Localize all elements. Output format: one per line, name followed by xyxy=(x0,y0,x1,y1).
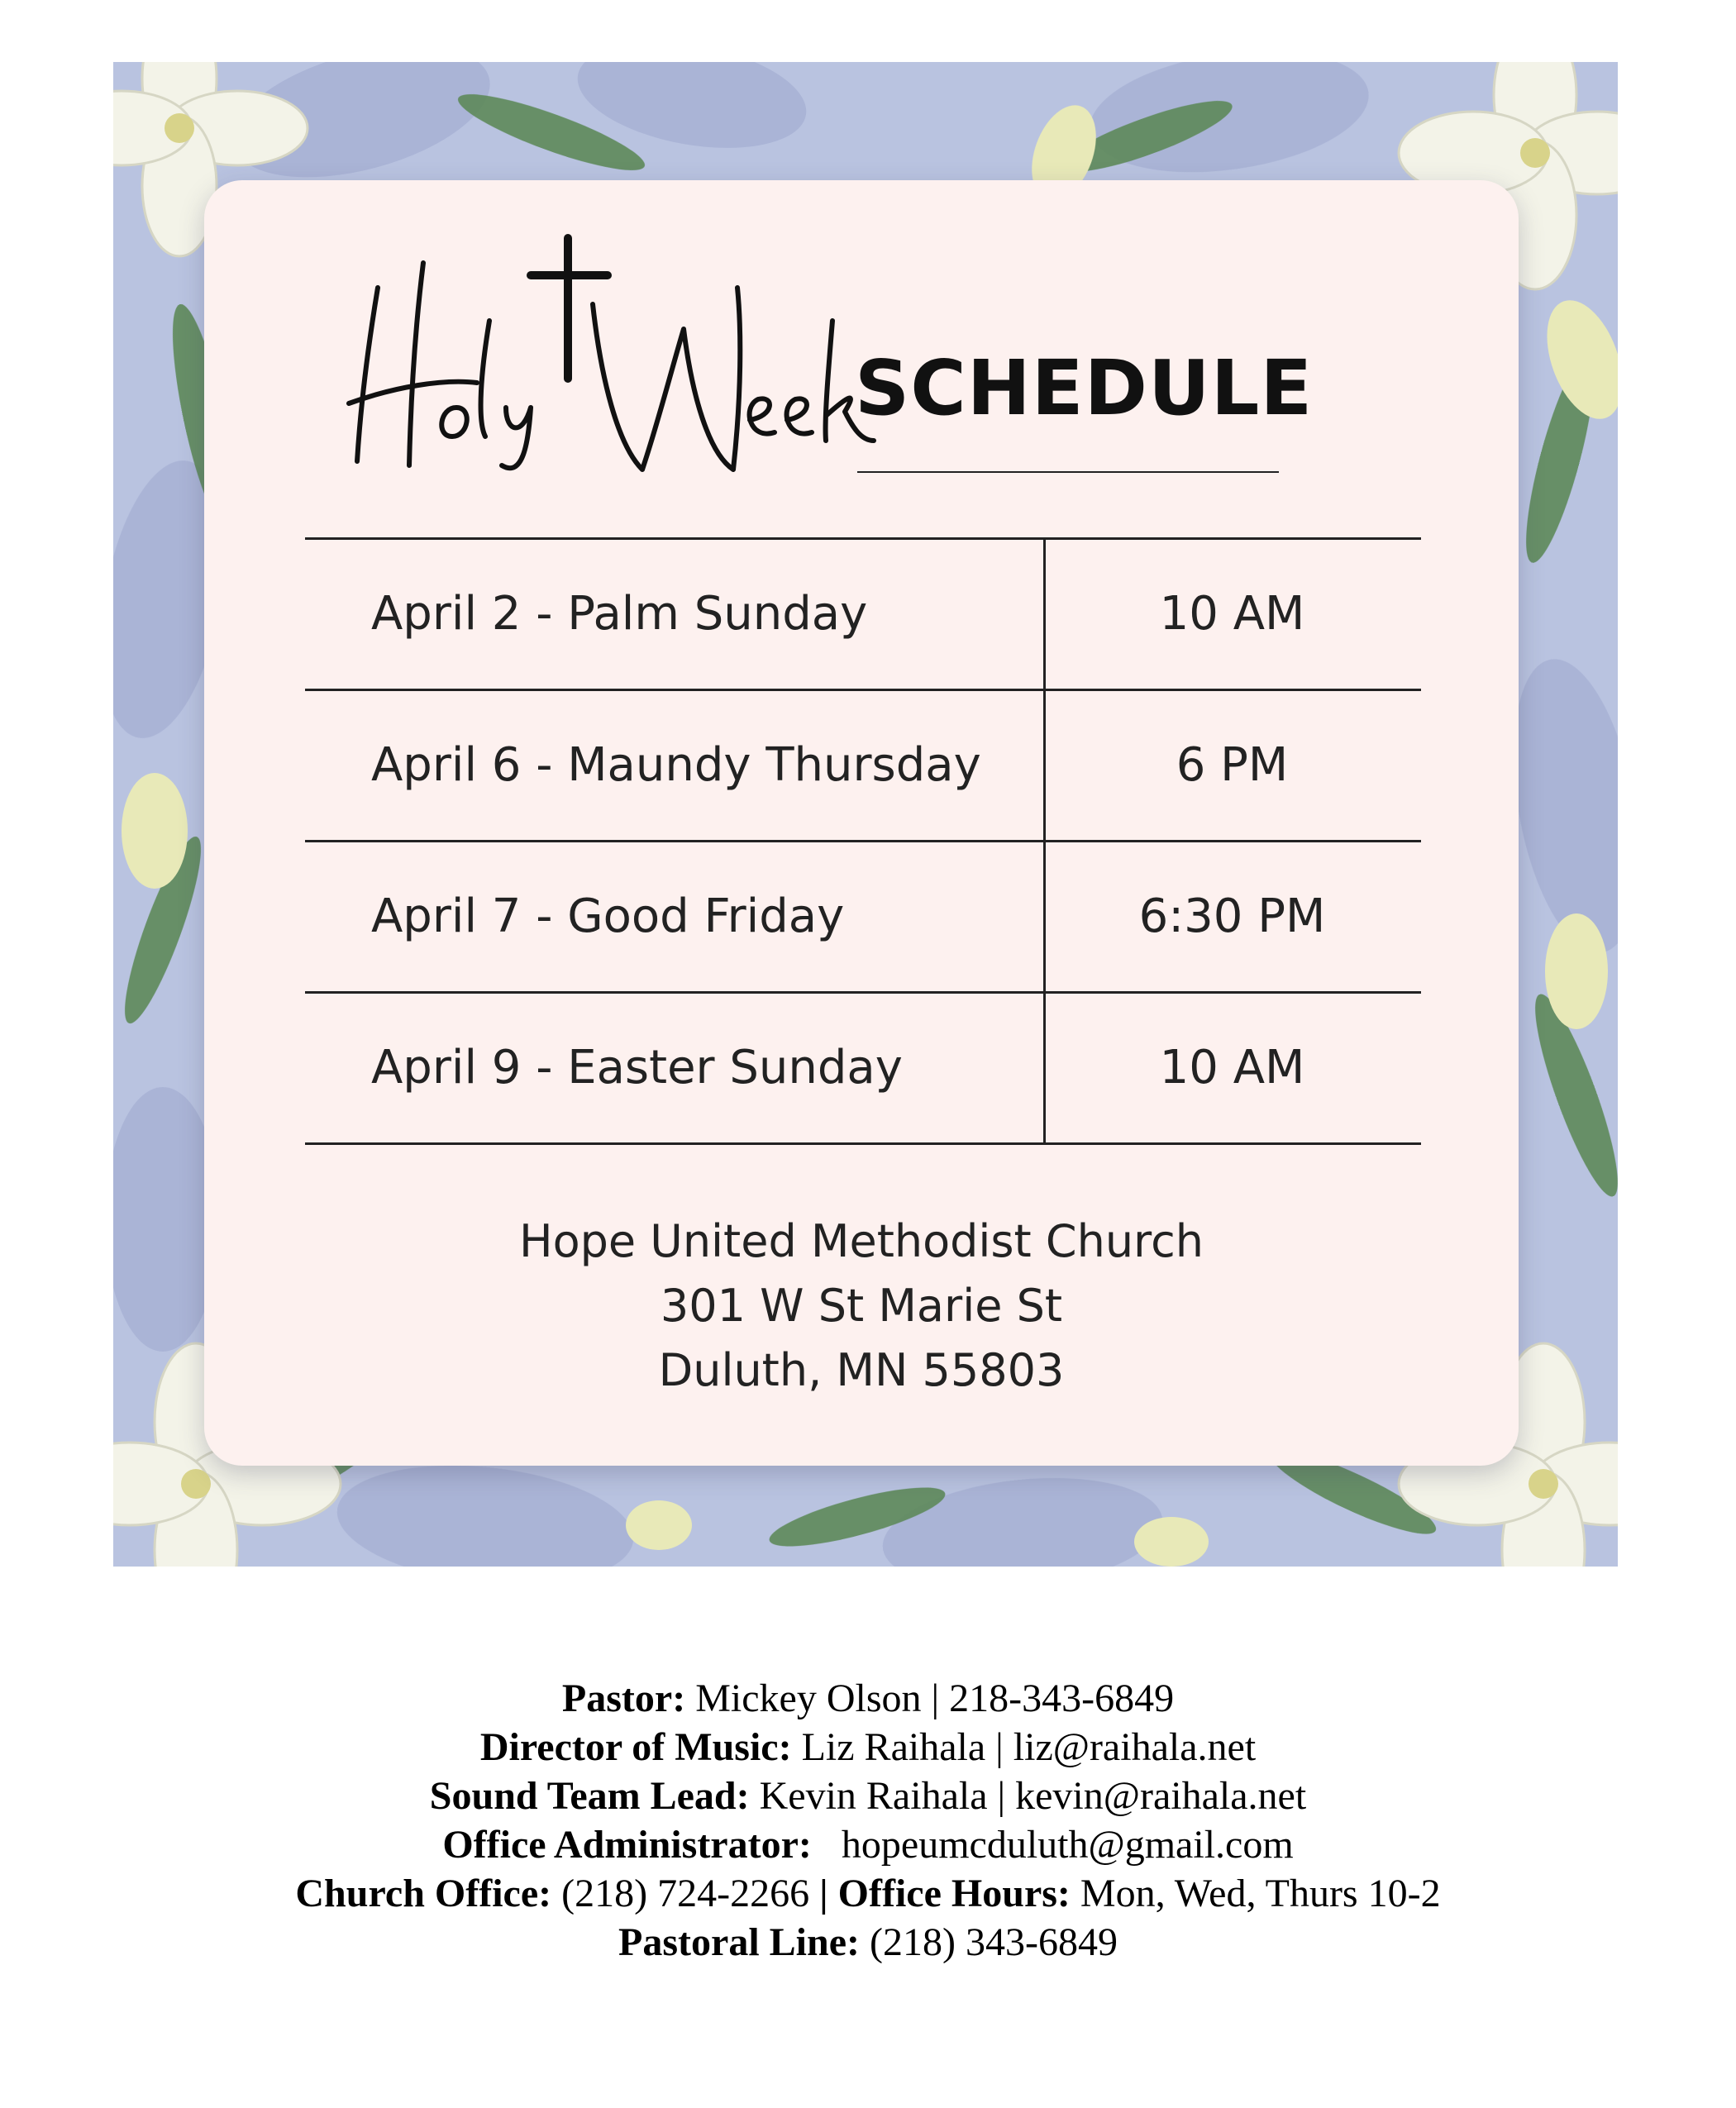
schedule-card xyxy=(204,180,1519,1466)
schedule-event: April 6 - Maundy Thursday xyxy=(371,738,981,792)
pastoral-label: Pastoral Line: xyxy=(618,1920,860,1964)
office-line xyxy=(0,1869,1736,1918)
church-name: Hope United Methodist Church xyxy=(519,1215,1204,1267)
sound-label: Sound Team Lead: xyxy=(429,1774,750,1818)
schedule-row xyxy=(305,840,1421,991)
schedule-row xyxy=(305,537,1421,689)
schedule-heading: SCHEDULE xyxy=(855,344,1314,432)
separator: | xyxy=(931,1676,940,1720)
church-street: 301 W St Marie St xyxy=(660,1280,1063,1332)
pastoral-line xyxy=(0,1918,1736,1967)
schedule-time: 6:30 PM xyxy=(1138,889,1326,943)
music-name: Liz Raihala xyxy=(801,1725,986,1769)
church-address xyxy=(204,1209,1519,1403)
schedule-event: April 2 - Palm Sunday xyxy=(371,587,868,641)
pastor-phone: 218-343-6849 xyxy=(949,1676,1175,1720)
music-line xyxy=(0,1723,1736,1772)
schedule-time: 6 PM xyxy=(1176,738,1289,792)
music-label: Director of Music: xyxy=(479,1725,792,1769)
sound-email[interactable]: kevin@raihala.net xyxy=(1015,1774,1307,1818)
pastor-label: Pastor: xyxy=(561,1676,686,1720)
schedule-time: 10 AM xyxy=(1159,587,1305,641)
separator: | xyxy=(995,1725,1004,1769)
heading-underline xyxy=(857,471,1279,473)
admin-line xyxy=(0,1820,1736,1869)
music-email[interactable]: liz@raihala.net xyxy=(1013,1725,1257,1769)
office-label: Church Office: xyxy=(295,1872,552,1915)
schedule-event: April 9 - Easter Sunday xyxy=(371,1041,903,1095)
sound-line xyxy=(0,1772,1736,1820)
pastoral-phone: (218) 343-6849 xyxy=(870,1920,1118,1964)
church-city: Duluth, MN 55803 xyxy=(658,1344,1065,1396)
schedule-event: April 7 - Good Friday xyxy=(371,889,845,943)
office-hours-label: Office Hours: xyxy=(837,1872,1071,1915)
admin-email[interactable]: hopeumcduluth@gmail.com xyxy=(841,1823,1294,1867)
title-row xyxy=(345,230,1419,478)
separator: | xyxy=(997,1774,1006,1818)
pastor-line xyxy=(0,1674,1736,1723)
office-phone: (218) 724-2266 xyxy=(561,1872,810,1915)
holy-week-script-title xyxy=(345,230,882,478)
separator: | xyxy=(819,1872,828,1915)
holy-week-flyer xyxy=(113,62,1618,1567)
schedule-row xyxy=(305,689,1421,840)
schedule-row xyxy=(305,991,1421,1145)
sound-name: Kevin Raihala xyxy=(759,1774,988,1818)
office-hours: Mon, Wed, Thurs 10-2 xyxy=(1080,1872,1441,1915)
schedule-table xyxy=(305,537,1421,1145)
admin-label: Office Administrator: xyxy=(442,1823,812,1867)
contact-info xyxy=(0,1674,1736,1967)
pastor-name: Mickey Olson xyxy=(695,1676,922,1720)
schedule-time: 10 AM xyxy=(1159,1041,1305,1095)
